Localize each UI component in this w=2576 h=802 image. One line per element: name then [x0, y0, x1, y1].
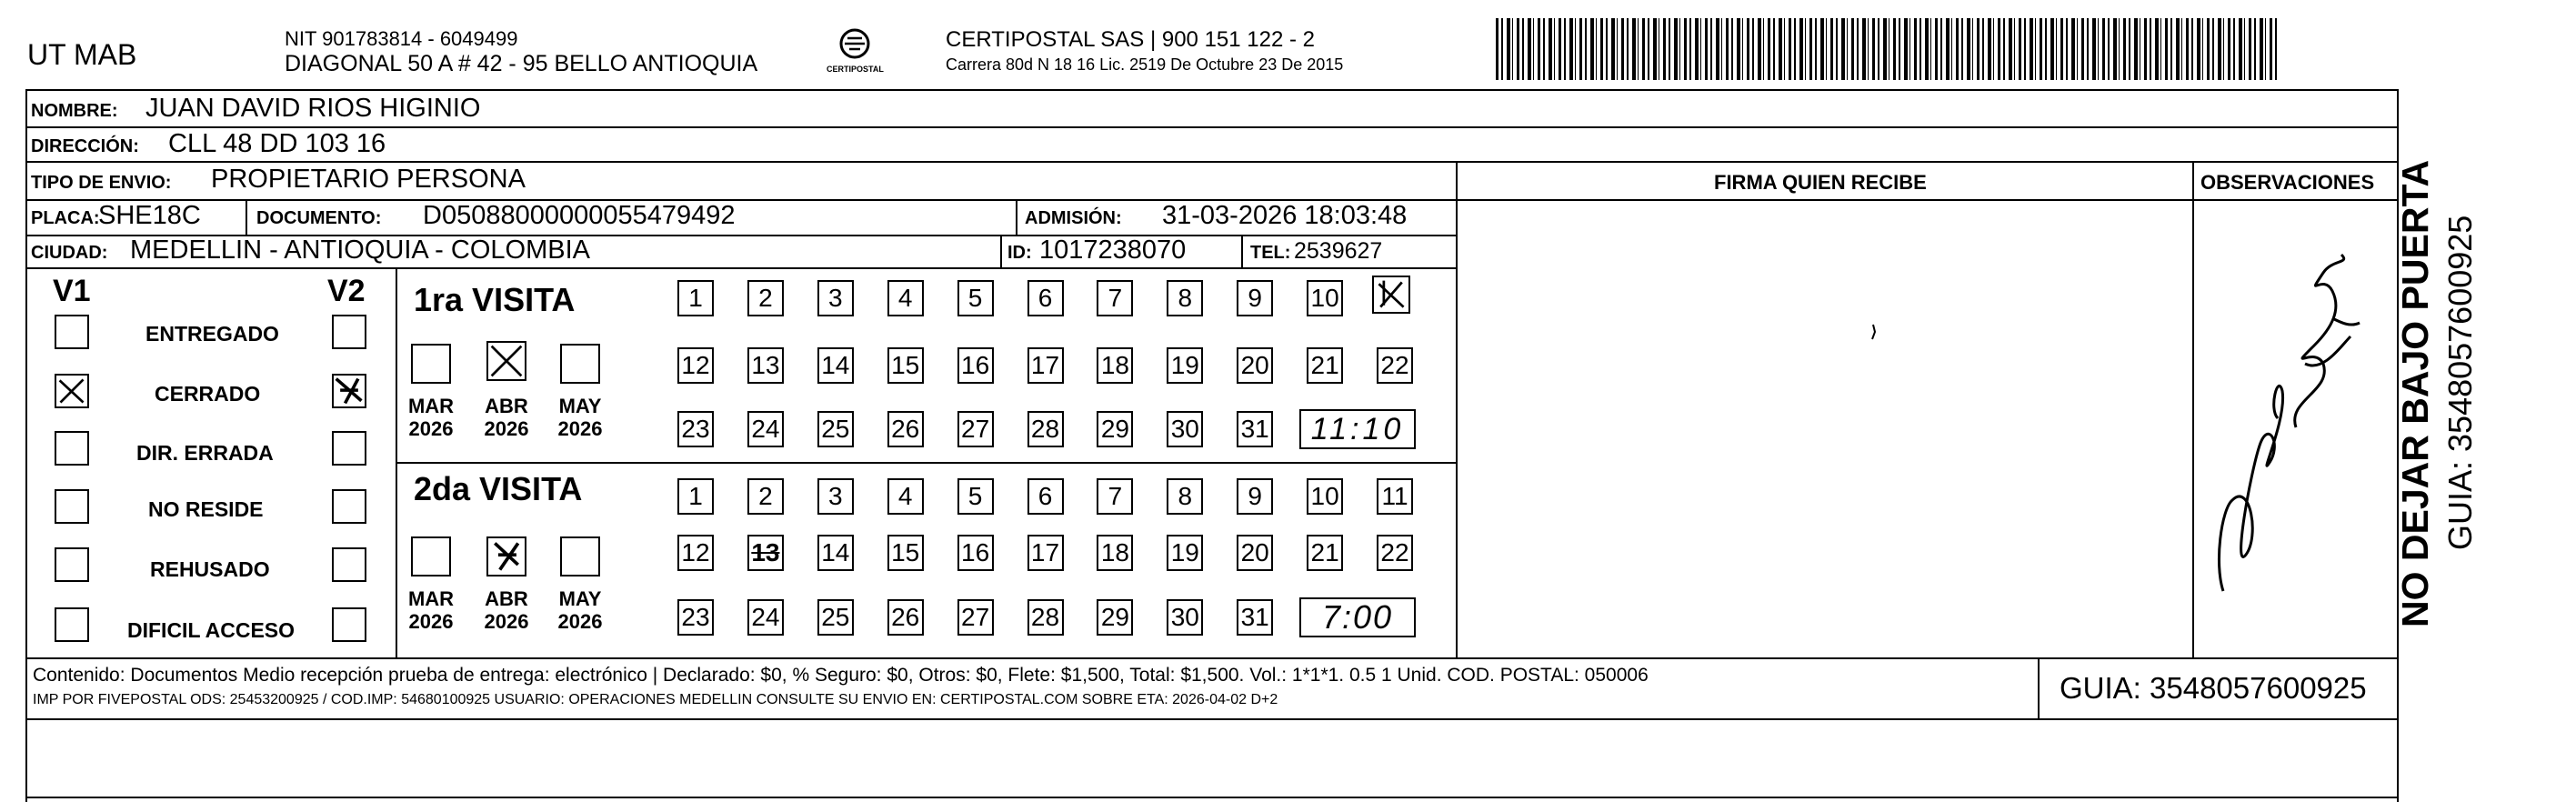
row-line: [25, 161, 2399, 163]
v1-rehusado-checkbox[interactable]: [55, 547, 89, 582]
second-visit-may-checkbox[interactable]: [560, 536, 600, 576]
second-visit-day-28[interactable]: 28: [1027, 599, 1064, 636]
second-visit-day-16[interactable]: 16: [957, 535, 994, 571]
first-visit-time[interactable]: [1299, 409, 1416, 449]
first-visit-day-20[interactable]: 20: [1237, 347, 1273, 384]
second-visit-day-10[interactable]: 10: [1307, 478, 1343, 515]
side-guia: GUIA: 3548057600925: [2441, 215, 2479, 550]
col-line: [1456, 161, 1458, 657]
second-visit-day-29[interactable]: 29: [1097, 599, 1133, 636]
second-visit-day-12[interactable]: 12: [677, 535, 714, 571]
v1-header: V1: [53, 274, 91, 308]
first-visit-abr-label: ABR 2026: [484, 395, 529, 441]
status-cerrado: CERRADO: [155, 382, 261, 406]
second-visit-day-30[interactable]: 30: [1167, 599, 1203, 636]
first-visit-day-12[interactable]: 12: [677, 347, 714, 384]
second-visit-day-8[interactable]: 8: [1167, 478, 1203, 515]
first-visit-may-checkbox[interactable]: [560, 344, 600, 384]
v2-cerrado-checkbox[interactable]: [332, 374, 366, 408]
logo-text: CERTIPOSTAL: [827, 65, 884, 74]
second-visit-day-24[interactable]: 24: [747, 599, 784, 636]
first-visit-mar-label: MAR 2026: [407, 395, 455, 441]
first-visit-day-16[interactable]: 16: [957, 347, 994, 384]
v1-no-reside-checkbox[interactable]: [55, 489, 89, 524]
footer-contenido: Contenido: Documentos Medio recepción prueba de entrega: electrónico | Declarado: $0, % Seguro: $0, Otros: $0, Flete: $1,500, Total: $1,500. Vol.: 1*1*1. 0.5 1 Unid. COD. POSTAL: 050006: [33, 665, 1649, 686]
v2-dir-errada-checkbox[interactable]: [332, 431, 366, 466]
v1-dir-errada-checkbox[interactable]: [55, 431, 89, 466]
first-visit-time-value: 11:10: [1310, 411, 1405, 446]
second-visit-day-25[interactable]: 25: [817, 599, 854, 636]
second-visit-day-22[interactable]: 22: [1377, 535, 1413, 571]
signature: [2196, 236, 2378, 618]
second-visit-day-2[interactable]: 2: [747, 478, 784, 515]
first-visit-day-29[interactable]: 29: [1097, 411, 1133, 447]
footer-imp: IMP POR FIVEPOSTAL ODS: 25453200925 / COD.IMP: 54680100925 USUARIO: OPERACIONES MEDELLIN CONSULTE SU ENVIO EN: CERTIPOSTAL.COM SOBRE ETA: 2026-04-02 D+2: [33, 692, 1278, 707]
company-nit: NIT 901783814 - 6049499: [285, 27, 518, 50]
second-visit-day-31[interactable]: 31: [1237, 599, 1273, 636]
first-visit-day-9[interactable]: 9: [1237, 280, 1273, 316]
first-visit-day-7[interactable]: 7: [1097, 280, 1133, 316]
first-visit-may-label: MAY 2026: [557, 395, 603, 441]
second-visit-time-value: 7:00: [1321, 598, 1394, 636]
firma-header: FIRMA QUIEN RECIBE: [1714, 171, 1927, 194]
first-visit-day-2[interactable]: 2: [747, 280, 784, 316]
id-label: ID:: [1007, 243, 1032, 263]
v2-no-reside-checkbox[interactable]: [332, 489, 366, 524]
id-value: 1017238070: [1039, 236, 1187, 265]
second-visit-day-27[interactable]: 27: [957, 599, 994, 636]
plate-value: SHE18C: [98, 201, 201, 230]
col-line: [246, 199, 247, 235]
second-visit-day-4[interactable]: 4: [887, 478, 924, 515]
address-label: DIRECCIÓN:: [31, 136, 139, 156]
second-visit-mar-label: MAR 2026: [407, 587, 455, 634]
second-visit-abr-checkbox[interactable]: [486, 536, 526, 576]
row-line: [396, 462, 1456, 464]
name-label: NOMBRE:: [31, 101, 118, 121]
tel-value: 2539627: [1294, 238, 1383, 264]
first-visit-day-18[interactable]: 18: [1097, 347, 1133, 384]
first-visit-day-11-checkbox[interactable]: [1372, 276, 1410, 314]
first-visit-day-22[interactable]: 22: [1377, 347, 1413, 384]
first-visit-day-24[interactable]: 24: [747, 411, 784, 447]
first-visit-day-15[interactable]: 15: [887, 347, 924, 384]
second-visit-day-23[interactable]: 23: [677, 599, 714, 636]
row-line: [25, 267, 1456, 269]
company-name: UT MAB: [27, 38, 137, 71]
second-visit-abr-label: ABR 2026: [484, 587, 529, 634]
barcode: [1496, 18, 2278, 80]
type-value: PROPIETARIO PERSONA: [211, 165, 526, 194]
row-line: [25, 657, 2399, 659]
first-visit-mar-checkbox[interactable]: [411, 344, 451, 384]
first-visit-day-17[interactable]: 17: [1027, 347, 1064, 384]
status-entregado: ENTREGADO: [145, 322, 279, 346]
stray-mark: [1869, 323, 1880, 341]
frame-bottom: [25, 797, 2399, 798]
second-visit-day-5[interactable]: 5: [957, 478, 994, 515]
v2-dificil-acceso-checkbox[interactable]: [332, 607, 366, 642]
side-notice: NO DEJAR BAJO PUERTA: [2394, 159, 2436, 627]
col-line: [2192, 161, 2194, 657]
carrier-name: CERTIPOSTAL SAS | 900 151 122 - 2: [946, 27, 1315, 52]
first-visit-day-30[interactable]: 30: [1167, 411, 1203, 447]
first-visit-day-10[interactable]: 10: [1307, 280, 1343, 316]
first-visit-day-19[interactable]: 19: [1167, 347, 1203, 384]
first-visit-day-23[interactable]: 23: [677, 411, 714, 447]
first-visit-day-31[interactable]: 31: [1237, 411, 1273, 447]
document-value: D05088000000055479492: [423, 201, 736, 230]
v2-rehusado-checkbox[interactable]: [332, 547, 366, 582]
footer-guia: GUIA: 3548057600925: [2060, 671, 2367, 705]
row-line: [25, 126, 2399, 128]
second-visit-day-14[interactable]: 14: [817, 535, 854, 571]
first-visit-day-26[interactable]: 26: [887, 411, 924, 447]
second-visit-day-21[interactable]: 21: [1307, 535, 1343, 571]
certipostal-logo: [823, 25, 887, 80]
city-label: CIUDAD:: [31, 243, 108, 263]
second-visit-day-1[interactable]: 1: [677, 478, 714, 515]
city-value: MEDELLIN - ANTIOQUIA - COLOMBIA: [130, 236, 590, 265]
col-line: [1241, 235, 1243, 267]
first-visit-title: 1ra VISITA: [414, 281, 576, 318]
second-visit-may-label: MAY 2026: [557, 587, 603, 634]
second-visit-day-11[interactable]: 11: [1377, 478, 1413, 515]
first-visit-day-6[interactable]: 6: [1027, 280, 1064, 316]
company-address: DIAGONAL 50 A # 42 - 95 BELLO ANTIOQUIA: [285, 51, 758, 76]
v2-header: V2: [327, 274, 366, 308]
second-visit-day-9[interactable]: 9: [1237, 478, 1273, 515]
observaciones-header: OBSERVACIONES: [2200, 171, 2375, 194]
first-visit-day-1[interactable]: 1: [677, 280, 714, 316]
v1-cerrado-checkbox[interactable]: [55, 374, 89, 408]
carrier-address: Carrera 80d N 18 16 Lic. 2519 De Octubre 23 De 2015: [946, 55, 1344, 74]
status-rehusado: REHUSADO: [150, 557, 270, 581]
status-dificil-acceso: DIFICIL ACCESO: [127, 618, 296, 642]
second-visit-day-15[interactable]: 15: [887, 535, 924, 571]
status-dir-errada: DIR. ERRADA: [136, 441, 274, 465]
first-visit-day-21[interactable]: 21: [1307, 347, 1343, 384]
second-visit-time[interactable]: [1299, 597, 1416, 637]
v2-entregado-checkbox[interactable]: [332, 315, 366, 349]
second-visit-day-18[interactable]: 18: [1097, 535, 1133, 571]
first-visit-day-27[interactable]: 27: [957, 411, 994, 447]
admission-value: 31-03-2026 18:03:48: [1162, 201, 1408, 230]
document-label: DOCUMENTO:: [256, 208, 382, 228]
second-visit-day-26[interactable]: 26: [887, 599, 924, 636]
second-visit-day-13[interactable]: 13: [747, 535, 784, 571]
v1-dificil-acceso-checkbox[interactable]: [55, 607, 89, 642]
first-visit-day-5[interactable]: 5: [957, 280, 994, 316]
first-visit-day-25[interactable]: 25: [817, 411, 854, 447]
plate-label: PLACA:: [31, 208, 100, 228]
tel-label: TEL:: [1250, 243, 1291, 263]
first-visit-day-28[interactable]: 28: [1027, 411, 1064, 447]
row-line: [25, 718, 2399, 720]
admission-label: ADMISIÓN:: [1025, 208, 1122, 228]
second-visit-day-7[interactable]: 7: [1097, 478, 1133, 515]
first-visit-day-3[interactable]: 3: [817, 280, 854, 316]
type-label: TIPO DE ENVIO:: [31, 173, 172, 193]
v1-entregado-checkbox[interactable]: [55, 315, 89, 349]
first-visit-day-13[interactable]: 13: [747, 347, 784, 384]
second-visit-day-20[interactable]: 20: [1237, 535, 1273, 571]
second-visit-day-3[interactable]: 3: [817, 478, 854, 515]
first-visit-day-8[interactable]: 8: [1167, 280, 1203, 316]
address-value: CLL 48 DD 103 16: [168, 129, 386, 158]
second-visit-day-17[interactable]: 17: [1027, 535, 1064, 571]
second-visit-day-6[interactable]: 6: [1027, 478, 1064, 515]
col-line: [2038, 657, 2040, 718]
second-visit-title: 2da VISITA: [414, 470, 583, 507]
first-visit-abr-checkbox[interactable]: [486, 341, 526, 381]
col-line: [1000, 235, 1002, 267]
first-visit-day-4[interactable]: 4: [887, 280, 924, 316]
col-line: [1016, 199, 1017, 235]
second-visit-day-19[interactable]: 19: [1167, 535, 1203, 571]
second-visit-mar-checkbox[interactable]: [411, 536, 451, 576]
name-value: JUAN DAVID RIOS HIGINIO: [145, 94, 481, 123]
status-no-reside: NO RESIDE: [148, 497, 264, 521]
first-visit-day-14[interactable]: 14: [817, 347, 854, 384]
